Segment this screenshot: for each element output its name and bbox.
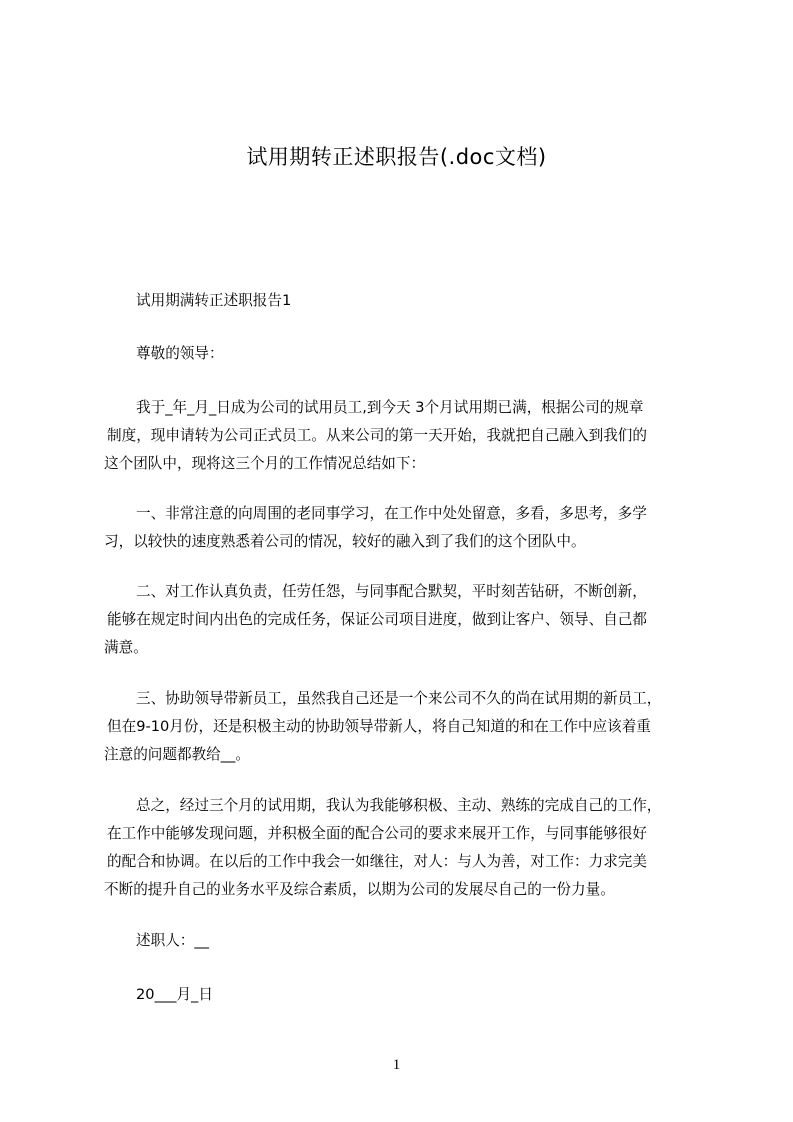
paragraph-line: 这个团队中，现将这三个月的工作情况总结如下：: [104, 455, 426, 472]
paragraph-line: 三、协助领导带新员工，虽然我自己还是一个来公司不久的尚在试用期的新员工，: [136, 690, 662, 707]
page-number: 1: [392, 1057, 401, 1073]
paragraph-line: 总之，经过三个月的试用期，我认为我能够积极、主动、熟练的完成自己的工作，: [136, 797, 662, 814]
document-title: 试用期转正述职报告(.doc文档): [246, 145, 547, 169]
date-line: 20___月_日: [136, 986, 213, 1003]
paragraph-point-1: [104, 500, 701, 556]
report-subtitle: [104, 287, 701, 315]
paragraph-line: 注意的问题都教给__。: [104, 746, 250, 763]
paragraph-line: 的配合和协调。在以后的工作中我会一如继往，对人：与人为善，对工作：力求完美: [107, 853, 647, 870]
paragraph-line: 满意。: [104, 639, 148, 656]
paragraph-summary: [104, 792, 701, 904]
paragraph-line: 习，以较快的速度熟悉着公司的情况，较好的融入到了我们的这个团队中。: [104, 533, 586, 550]
paragraph-intro: [104, 394, 701, 478]
paragraph-line: 在工作中能够发现问题，并积极全面的配合公司的要求来展开工作，与同事能够很好: [107, 825, 647, 842]
paragraph-line: 二、对工作认真负责，任劳任怨，与同事配合默契，平时刻苦钻研，不断创新，: [136, 583, 647, 600]
signature: [104, 927, 701, 955]
salutation-line: 尊敬的领导：: [136, 345, 224, 362]
paragraph-line: 制度，现申请转为公司正式员工。从来公司的第一天开始，我就把自己融入到我们的: [107, 427, 647, 444]
paragraph-point-2: [104, 578, 701, 662]
paragraph-line: 我于_年_月_日成为公司的试用员工,到今天 3个月试用期已满，根据公司的规章: [136, 399, 644, 416]
paragraph-line: 但在9-10月份，还是积极主动的协助领导带新人，将自己知道的和在工作中应该着重: [107, 718, 651, 735]
paragraph-line: 一、非常注意的向周围的老同事学习，在工作中处处留意，多看，多思考，多学: [136, 505, 647, 522]
paragraph-point-3: [104, 685, 701, 769]
salutation: [104, 340, 701, 368]
subtitle-line: 试用期满转正述职报告1: [136, 292, 292, 309]
signature-line: 述职人：__: [136, 932, 209, 949]
paragraph-line: 能够在规定时间内出色的完成任务，保证公司项目进度，做到让客户、领导、自己都: [107, 611, 647, 628]
date: [104, 981, 701, 1009]
paragraph-line: 不断的提升自己的业务水平及综合素质，以期为公司的发展尽自己的一份力量。: [104, 881, 615, 898]
